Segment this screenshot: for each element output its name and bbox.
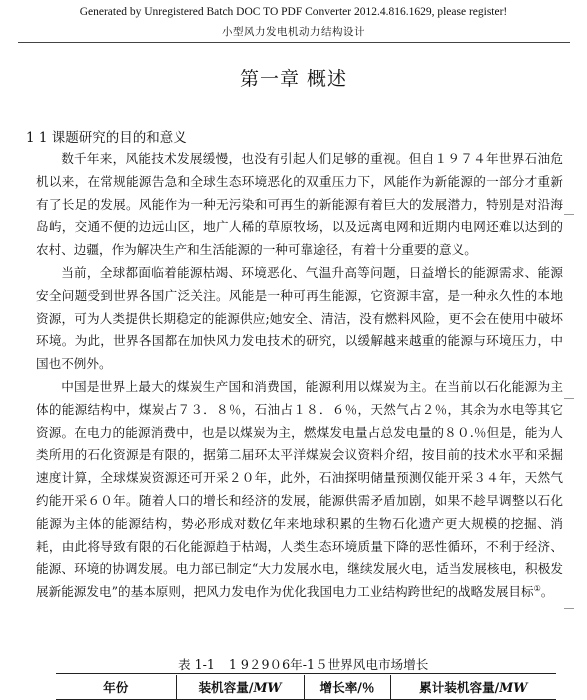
margin-tick bbox=[564, 398, 574, 399]
col-header-capacity: 装机容量/MW bbox=[176, 675, 304, 700]
section-heading: 1 1 课题研究的目的和意义 bbox=[26, 130, 187, 146]
paragraph-3: 中国是世界上最大的煤炭生产国和消费国，能源利用以煤炭为主。在当前以石化能源为主体的能源结构中，煤炭占７３．８％，石油占１８．６％，天然气占２％，其余为水电等其它资源。在电力的能源消费中，也是以煤炭为主，燃煤发电量占总发电量的８０.％但是，能为人类所用的石化资源是有限的，据第二届环太平洋煤炭会议资料介绍，按目前的技术水平和采掘速度计算，全球煤炭资源还可开采２０年，此外，石油探明储量预测仅能开采３４年，天然气约能开采６０年。随着人口的增长和经济的发展，能源供需矛盾加剧，如果不趁早调整以石化能源为主体的能源结构，势必形成对数亿年来地球积累的生物石化遗产更大规模的挖掘、消耗，由此将导致有限的石化能源趋于枯竭，人类生态环境质量下降的恶性循环，不利于经济、能源、环境的协调发展。电力部已制定“大力发展水电，继续发展火电，适当发展核电，积极发展新能源发电”的基本原则，把风力发电作为优化我国电力工业结构跨世纪的战略发展目标①。 bbox=[36, 378, 563, 600]
wind-market-table bbox=[56, 675, 556, 700]
body-text bbox=[36, 148, 563, 604]
paragraph-3-text: 中国是世界上最大的煤炭生产国和消费国，能源利用以煤炭为主。在当前以石化能源为主体的能源结构中，煤炭占７３．８％，石油占１８．６％，天然气占２％，其余为水电等其它资源。在电力的能源消费中，也是以煤炭为主，燃煤发电量占总发电量的８０.％但是，能为人类所用的石化资源是有限的，据第二届环太平洋煤炭会议资料介绍，按目前的技术水平和采掘速度计算，全球煤炭资源还可开采２０年，此外，石油探明储量预测仅能开采３４年，天然气约能开采６０年。随着人口的增长和经济的发展，能源供需矛盾加剧，如果不趁早调整以石化能源为主体的能源结构，势必形成对数亿年来地球积累的生物石化遗产更大规模的挖掘、消耗，由此将导致有限的石化能源趋于枯竭，人类生态环境质量下降的恶性循环，不利于经济、能源、环境的协调发展。电力部已制定“大力发展水电，继续发展火电，适当发展核电，积极发展新能源发电”的基本原则，把风力发电作为优化我国电力工业结构跨世纪的战略发展目标 bbox=[36, 378, 563, 600]
header-rule bbox=[18, 42, 570, 43]
col-header-cumulative-capacity: 累计装机容量/MW bbox=[390, 675, 556, 700]
table-caption bbox=[178, 654, 428, 673]
running-header-title: 小型风力发电机动力结构设计 bbox=[222, 26, 365, 38]
col-header-growth-rate: 增长率/％ bbox=[304, 675, 390, 700]
col-header-year: 年份 bbox=[56, 675, 176, 700]
table-caption-text: 1 9２9０6年-1５世界风电市场增长 bbox=[228, 657, 429, 672]
footnote-marker: ① bbox=[533, 583, 541, 593]
converter-watermark: Generated by Unregistered Batch DOC TO PDF Converter 2012.4.816.1629, please register! bbox=[79, 6, 508, 18]
chapter-title: 第一章 概述 bbox=[239, 68, 348, 90]
table-caption-number: 表 1-1 bbox=[178, 657, 215, 672]
table-top-rule bbox=[56, 673, 556, 674]
margin-tick bbox=[564, 608, 574, 609]
margin-tick bbox=[564, 214, 574, 215]
paragraph-2: 当前，全球都面临着能源枯竭、环境恶化、气温升高等问题，日益增长的能源需求、能源安全问题受到世界各国广泛关注。风能是一种可再生能源，它资源丰富，是一种永久性的本地资源，可为人类提供长期稳定的能源供应;她安全、清洁，没有燃料风险，更不会在使用中破坏环境。为此，世界各国都在加快风力发电技术的研究，以缓解越来越重的能源与环境压力，中国也不例外。 bbox=[36, 264, 563, 372]
paragraph-1: 数千年来，风能技术发展缓慢，也没有引起人们足够的重视。但自１９７４年世界石油危机以来，在常规能源告急和全球生态环境恶化的双重压力下，风能作为新能源的一部分才重新有了长足的发展。风能作为一种无污染和可再生的新能源有着巨大的发展潜力，特别是对沿海岛屿，交通不便的边远山区，地广人稀的草原牧场，以及远离电网和近期内电网还难以达到的农村、边疆，作为解决生产和生活能源的一种可靠途径，有着十分重要的意义。 bbox=[36, 151, 563, 258]
